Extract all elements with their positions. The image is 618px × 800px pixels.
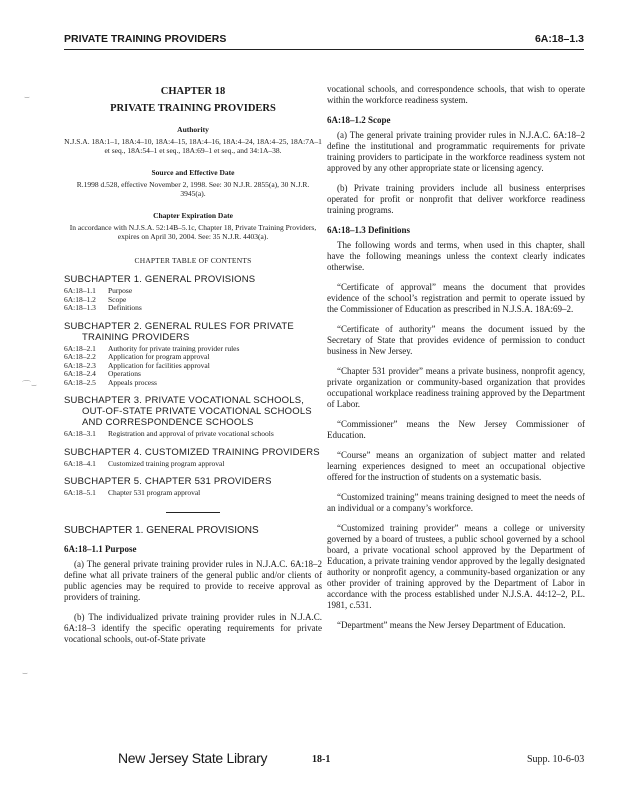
definition: “Customized training provider” means a college or university governed by a board of trustees, a public school governed by a school board, a private vocational school approved by the Department of Education, a private training vendor approved by the legally designated authority or nonprofit agency, a community-based organization or any other provider of training approved by the Department of Labor in accordance with the process established under N.J.S.A. 44:12–2, P.L. 1981, c.531.	[327, 523, 585, 610]
toc-subchapter-5: SUBCHAPTER 5. CHAPTER 531 PROVIDERS	[64, 476, 272, 487]
toc-item: 6A:18–2.2 Application for program approval	[64, 352, 210, 361]
toc-list-3	[64, 430, 322, 439]
toc-subchapter-2: SUBCHAPTER 2. GENERAL RULES FOR PRIVATE TRAINING PROVIDERS	[64, 320, 294, 343]
toc-list-4	[64, 460, 322, 469]
toc-item: 6A:18–1.3 Definitions	[64, 303, 142, 312]
section-heading: 6A:18–1.1 Purpose	[64, 543, 137, 554]
divider	[166, 512, 220, 513]
definition: “Certificate of approval” means the document that provides evidence of the school’s registration and permit to operate issued by the Commissioner of Education as prescribed in N.J.S.A. 18A:69–2.	[327, 282, 585, 314]
expiration-heading: Chapter Expiration Date	[153, 211, 233, 220]
toc-item: 6A:18–2.5 Appeals process	[64, 377, 157, 387]
paragraph: (b) Private training providers include all business enterprises operated for profit or nonprofit that deliver workforce readiness training programs.	[327, 183, 585, 215]
chapter-title: PRIVATE TRAINING PROVIDERS	[110, 103, 276, 114]
definition: “Commissioner” means the New Jersey Commissioner of Education.	[327, 419, 585, 440]
paragraph: (b) The individualized private training provider rules in N.J.A.C. 6A:18–3 identify the specific operating requirements for private vocational schools, out-of-State private	[64, 611, 322, 644]
source-heading: Source and Effective Date	[151, 168, 235, 177]
chapter-number: CHAPTER 18	[160, 86, 226, 97]
authority-heading: Authority	[177, 125, 209, 134]
toc-subchapter-1: SUBCHAPTER 1. GENERAL PROVISIONS	[64, 274, 256, 285]
toc-subchapter-4: SUBCHAPTER 4. CUSTOMIZED TRAINING PROVIDERS	[64, 446, 320, 458]
header-title: PRIVATE TRAINING PROVIDERS	[64, 33, 227, 45]
section-heading: 6A:18–1.3 Definitions	[327, 225, 410, 235]
toc-item: 6A:18–2.1 Authority for private training provider rules	[64, 343, 240, 353]
toc-item: 6A:18–1.2 Scope	[64, 294, 127, 304]
paragraph: (a) The general private training provider rules in N.J.A.C. 6A:18–2 define what all private trainers of the general public and/or clients of public agencies may be required to provide to receive approval as providers of training.	[64, 558, 322, 602]
toc-item: 6A:18–2.4 Operations	[64, 369, 141, 378]
toc-item: 6A:18–3.1 Registration and approval of private vocational schools	[64, 429, 274, 438]
margin-mark: ⌣	[24, 92, 30, 102]
toc-item: 6A:18–1.1 Purpose	[64, 286, 133, 295]
definition: “Certificate of authority” means the document issued by the Secretary of State that provides evidence of permission to conduct business in New Jersey.	[327, 324, 585, 356]
toc-heading: CHAPTER TABLE OF CONTENTS	[134, 256, 252, 265]
definition: “Course” means an organization of subject matter and related learning experiences designed to meet an occupational objective offered for the instruction of students on a systematic basis.	[327, 450, 585, 482]
toc-item: 6A:18–2.3 Application for facilities approval	[64, 360, 210, 370]
page-number: 18-1	[312, 754, 331, 765]
toc-item: 6A:18–4.1 Customized training program approval	[64, 458, 225, 468]
toc-subchapter-3: SUBCHAPTER 3. PRIVATE VOCATIONAL SCHOOLS, OUT-OF-STATE PRIVATE VOCATIONAL SCHOOLS AND CORRESPONDENCE SCHOOLS	[64, 395, 312, 428]
definition: “Department” means the New Jersey Department of Education.	[337, 620, 566, 630]
margin-mark: ⌣	[22, 668, 28, 678]
toc-item: 6A:18–5.1 Chapter 531 program approval	[64, 488, 201, 497]
margin-mark: ⌒⌣	[22, 380, 37, 390]
left-column	[64, 86, 322, 654]
toc-list-1	[64, 287, 322, 313]
running-header	[64, 33, 584, 50]
source-text: R.1998 d.528, effective November 2, 1998. See: 30 N.J.R. 2855(a), 30 N.J.R. 3945(a).	[76, 180, 310, 198]
subchapter-heading: SUBCHAPTER 1. GENERAL PROVISIONS	[64, 524, 259, 536]
definition: “Customized training” means training designed to meet the needs of an individual or a company’s workforce.	[327, 492, 585, 513]
right-column	[327, 84, 585, 640]
definition: “Chapter 531 provider” means a private business, nonprofit agency, private organization or community-based organization that provides occupational workplace readiness training approved by the Department of Labor.	[327, 366, 585, 409]
header-section: 6A:18–1.3	[534, 33, 584, 45]
section-heading: 6A:18–1.2 Scope	[327, 115, 391, 125]
expiration-text: In accordance with N.J.S.A. 52:14B–5.1c, Chapter 18, Private Training Providers, expires on April 30, 2004. See: 35 N.J.R. 4403(a).	[69, 223, 317, 241]
library-stamp: New Jersey State Library	[118, 750, 268, 766]
toc-list-2	[64, 345, 322, 388]
toc-list-5	[64, 489, 322, 498]
authority-text: N.J.S.A. 18A:1–1, 18A:4–10, 18A:4–15, 18A:4–16, 18A:4–24, 18A:4–25, 18A:7A–1 et seq., 18A:54–1 et seq., 18A:69–1 et seq., and 34:1A–38.	[64, 137, 322, 155]
paragraph: The following words and terms, when used in this chapter, shall have the following meanings unless the context clearly indicates otherwise.	[327, 240, 585, 272]
paragraph: vocational schools, and correspondence schools, that wish to operate within the workforce readiness system.	[327, 84, 585, 105]
paragraph: (a) The general private training provider rules in N.J.A.C. 6A:18–2 define the institutional and programmatic requirements for private training providers to participate in the workforce readiness system not approved by any other appropriate state or licensing agency.	[327, 130, 585, 173]
supplement-date: Supp. 10-6-03	[527, 754, 585, 765]
